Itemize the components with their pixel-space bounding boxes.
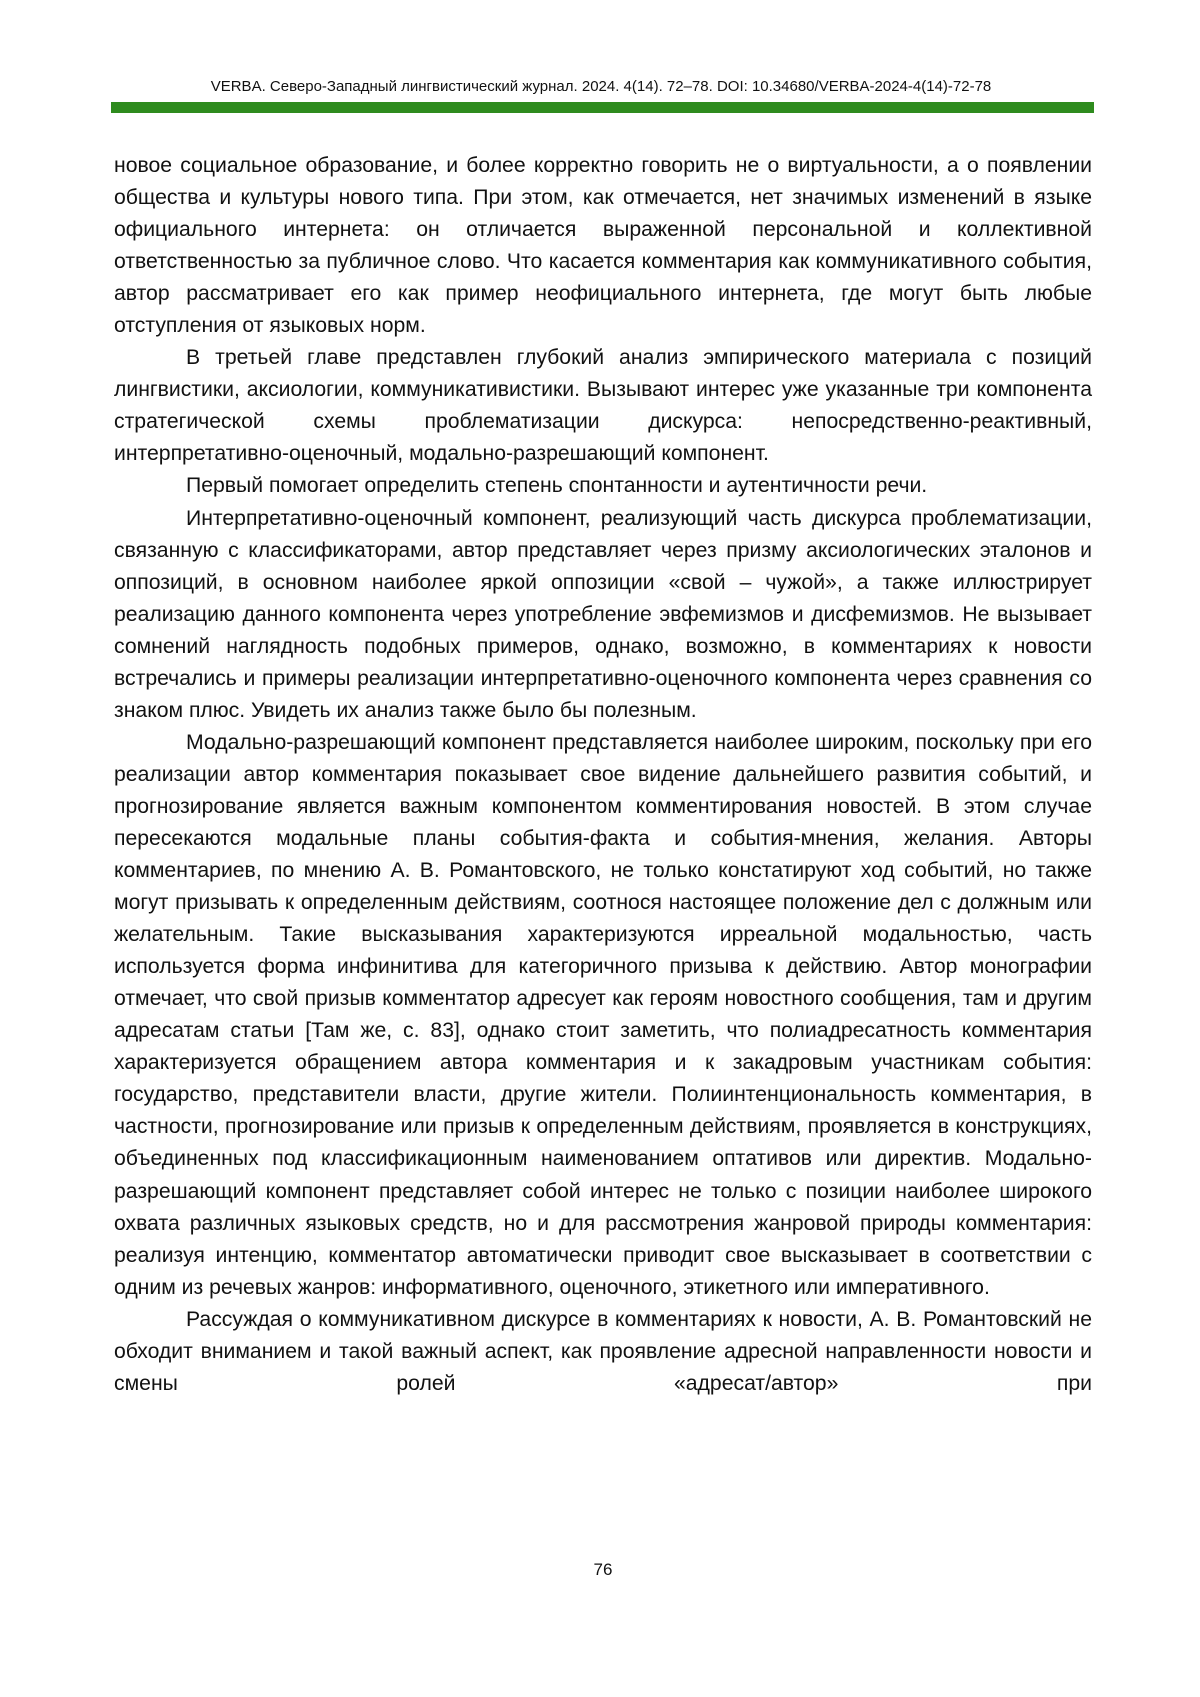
paragraph-first-component: Первый помогает определить степень спонтанности и аутентичности речи. — [186, 474, 928, 498]
paragraph-communicative-discourse: Рассуждая о коммуникативном дискурсе в комментариях к новости, А. В. Романтовский не обходит вниманием и такой важный аспект, как проявление адресной направленности новости и смены ролей «адресат/автор» при — [114, 1307, 1092, 1395]
article-body — [114, 150, 1092, 1400]
paragraph-interpretative-component: Интерпретативно-оценочный компонент, реализующий часть дискурса проблематизации, связанную с классификаторами, автор представляет через призму аксиологических эталонов и оппозиций, в основном наиболее яркой оппозиции «свой – чужой», а также иллюстрирует реализацию данного компонента через употребление эвфемизмов и дисфемизмов. Не вызывает сомнений наглядность подобных примеров, однако, возможно, в комментариях к новости встречались и примеры реализации интерпретативно-оценочного компонента через сравнения со знаком плюс. Увидеть их анализ также было бы полезным. — [114, 506, 1092, 722]
running-header: VERBA. Северо-Западный лингвистический журнал. 2024. 4(14). 72–78. DOI: 10.34680/VERBA-2024-4(14)-72-78 — [210, 78, 992, 95]
header-divider — [111, 102, 1094, 113]
paragraph-third-chapter: В третьей главе представлен глубокий анализ эмпирического материала с позиций лингвистики, аксиологии, коммуникативистики. Вызывают интерес уже указанные три компонента стратегической схемы проблематизации дискурса: непосредственно-реактивный, интерпретативно-оценочный, модально-разрешающий компонент. — [114, 346, 1092, 466]
paragraph-modal-component: Модально-разрешающий компонент представляется наиболее широким, поскольку при его реализации автор комментария показывает свое видение дальнейшего развития событий, и прогнозирование является важным компонентом комментирования новостей. В этом случае пересекаются модальные планы события-факта и события-мнения, желания. Авторы комментариев, по мнению А. В. Романтовского, не только констатируют ход событий, но также могут призывать к определенным действиям, соотнося настоящее положение дел с должным или желательным. Такие высказывания характеризуются ирреальной модальностью, часть используется форма инфинитива для категоричного призыва к действию. Автор монографии отмечает, что свой призыв комментатор адресует как героям новостного сообщения, там и другим адресатам статьи [Там же, с. 83], однако стоит заметить, что полиадресатность комментария характеризуется обращением автора комментария и к закадровым участникам события: государство, представители власти, другие жители. Полиинтенциональность комментария, в частности, прогнозирование или призыв к определенным действиям, проявляется в конструкциях, объединенных под классификационным наименованием оптативов или директив. Модально-разрешающий компонент представляет собой интерес не только с позиции наиболее широкого охвата различных языковых средств, но и для рассмотрения жанровой природы комментария: реализуя интенцию, комментатор автоматически приводит свое высказывает в соответствии с одним из речевых жанров: информативного, оценочного, этикетного или императивного. — [114, 730, 1092, 1299]
page-number: 76 — [593, 1560, 613, 1579]
paragraph-continuation: новое социальное образование, и более корректно говорить не о виртуальности, а о появлении общества и культуры нового типа. При этом, как отмечается, нет значимых изменений в языке официального интернета: он отличается выраженной персональной и коллективной ответственностью за публичное слово. Что касается комментария как коммуникативного события, автор рассматривает его как пример неофициального интернета, где могут быть любые отступления от языковых норм. — [114, 154, 1092, 338]
